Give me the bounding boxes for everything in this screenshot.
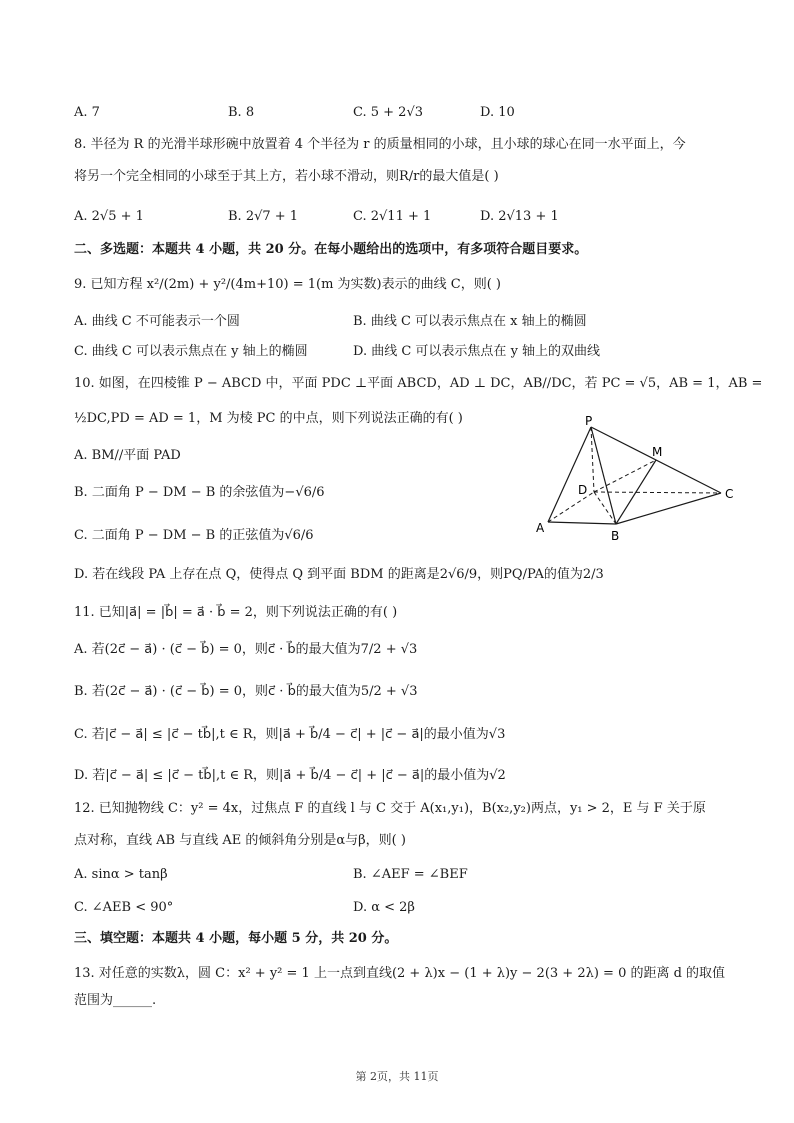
q11-stem: 11. 已知|a⃗| = |b⃗| = a⃗ · b⃗ = 2，则下列说法正确的有( ) <box>74 605 398 620</box>
q10-option-b: B. 二面角 P − DM − B 的余弦值为−√6/6 <box>74 485 325 500</box>
q8-option-c: C. 2√11 + 1 <box>353 209 432 224</box>
q10-stem-line1: 10. 如图，在四棱锥 P − ABCD 中，平面 PDC ⊥平面 ABCD，AD ⊥ DC，AB//DC，若 PC = √5，AB = 1，AB = <box>74 376 763 391</box>
q12-option-a: A. sinα > tanβ <box>74 867 168 882</box>
q7-option-c: C. 5 + 2√3 <box>353 105 424 120</box>
q12-stem-line2: 点对称，直线 AB 与直线 AE 的倾斜角分别是α与β，则( ) <box>74 833 406 848</box>
q12-option-b: B. ∠AEF = ∠BEF <box>353 867 468 882</box>
section-multiple-choice-heading: 二、多选题：本题共 4 小题，共 20 分。在每小题给出的选项中，有多项符合题目要求。 <box>74 242 588 257</box>
q12-option-d: D. α < 2β <box>353 900 415 915</box>
q13-stem-line1: 13. 对任意的实数λ，圆 C：x² + y² = 1 上一点到直线(2 + λ)x − (1 + λ)y − 2(3 + 2λ) = 0 的距离 d 的取值 <box>74 966 726 981</box>
label-a: A <box>536 521 545 535</box>
q12-stem-line1: 12. 已知抛物线 C：y² = 4x，过焦点 F 的直线 l 与 C 交于 A(x₁,y₁)，B(x₂,y₂)两点，y₁ > 2，E 与 F 关于原 <box>74 801 706 816</box>
q11-option-b: B. 若(2c⃗ − a⃗) · (c⃗ − b⃗) = 0，则c⃗ · b⃗的最大值为5/2 + √3 <box>74 684 418 699</box>
edge-dc-hidden <box>594 492 721 493</box>
q11-option-a: A. 若(2c⃗ − a⃗) · (c⃗ − b⃗) = 0，则c⃗ · b⃗的最大值为7/2 + √3 <box>74 642 418 657</box>
q9-stem: 9. 已知方程 x²/(2m) + y²/(4m+10) = 1(m 为实数)表示的曲线 C，则( ) <box>74 277 501 292</box>
q9-option-d: D. 曲线 C 可以表示焦点在 y 轴上的双曲线 <box>353 344 601 359</box>
q10-option-a: A. BM//平面 PAD <box>74 448 181 463</box>
q8-option-a: A. 2√5 + 1 <box>74 209 144 224</box>
q11-option-d: D. 若|c⃗ − a⃗| ≤ |c⃗ − tb⃗|,t ∈ R，则|a⃗ + b⃗/4 − c⃗| + |c⃗ − a⃗|的最小值为√2 <box>74 768 506 783</box>
page-footer: 第 2页，共 11页 <box>355 1070 439 1083</box>
edge-bc <box>616 493 721 524</box>
q8-option-b: B. 2√7 + 1 <box>228 209 299 224</box>
label-d: D <box>578 483 588 497</box>
q10-option-c: C. 二面角 P − DM − B 的正弦值为√6/6 <box>74 528 314 543</box>
q12-option-c: C. ∠AEB < 90° <box>74 900 174 915</box>
section-fill-blank-heading: 三、填空题：本题共 4 小题，每小题 5 分，共 20 分。 <box>74 931 398 946</box>
q13-stem-line2: 范围为______. <box>74 993 157 1008</box>
edge-pa <box>548 427 591 522</box>
q9-option-a: A. 曲线 C 不可能表示一个圆 <box>74 314 240 329</box>
q8-stem-line1: 8. 半径为 R 的光滑半球形碗中放置着 4 个半径为 r 的质量相同的小球，且小球的球心在同一水平面上，今 <box>74 137 686 152</box>
edge-ab <box>548 522 616 524</box>
label-c: C <box>725 487 734 501</box>
edge-db-hidden <box>594 492 616 524</box>
label-b: B <box>611 529 620 543</box>
q9-option-c: C. 曲线 C 可以表示焦点在 y 轴上的椭圆 <box>74 344 308 359</box>
q7-option-d: D. 10 <box>480 105 515 120</box>
q10-stem-line2: ½DC,PD = AD = 1，M 为棱 PC 的中点，则下列说法正确的有( ) <box>74 411 463 426</box>
q8-stem-line2: 将另一个完全相同的小球至于其上方，若小球不滑动，则R/r的最大值是( ) <box>74 169 499 184</box>
label-p: P <box>585 414 593 428</box>
q7-option-b: B. 8 <box>228 105 255 120</box>
label-m: M <box>652 445 663 459</box>
pyramid-figure <box>528 412 758 547</box>
q11-option-c: C. 若|c⃗ − a⃗| ≤ |c⃗ − tb⃗|,t ∈ R，则|a⃗ + b⃗/4 − c⃗| + |c⃗ − a⃗|的最小值为√3 <box>74 727 506 742</box>
q7-option-a: A. 7 <box>74 105 100 120</box>
q9-option-b: B. 曲线 C 可以表示焦点在 x 轴上的椭圆 <box>353 314 587 329</box>
q10-option-d: D. 若在线段 PA 上存在点 Q，使得点 Q 到平面 BDM 的距离是2√6/9，则PQ/PA的值为2/3 <box>74 567 604 582</box>
edge-pb <box>591 427 616 524</box>
q8-option-d: D. 2√13 + 1 <box>480 209 559 224</box>
